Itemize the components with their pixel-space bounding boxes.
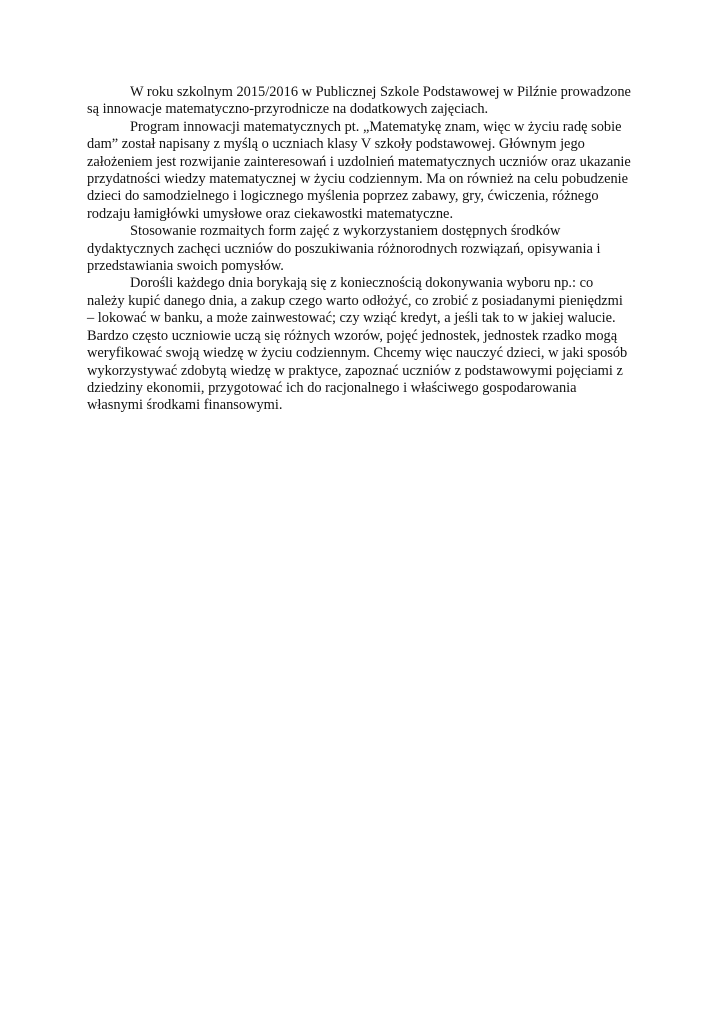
paragraph-3-line-3: przedstawiania swoich pomysłów. [87, 258, 284, 275]
paragraph-4-line-5: weryfikować swoją wiedzę w życiu codziennym. Chcemy więc nauczyć dzieci, w jaki sposób [87, 345, 628, 362]
paragraph-4-line-2: należy kupić danego dnia, a zakup czego warto odłożyć, co zrobić z posiadanymi pieniędzmi [87, 292, 623, 309]
paragraph-1-line-1: W roku szkolnym 2015/2016 w Publicznej Szkole Podstawowej w Pilźnie prowadzone [130, 84, 631, 100]
paragraph-2-line-3: założeniem jest rozwijanie zainteresowań i uzdolnień matematycznych uczniów oraz ukazanie [87, 153, 631, 170]
paragraph-2-line-2: dam” został napisany z myślą o uczniach klasy V szkoły podstawowej. Głównym jego [87, 136, 585, 153]
paragraph-3-line-1: Stosowanie rozmaitych form zajęć z wykorzystaniem dostępnych środków [130, 223, 561, 240]
document-body [87, 84, 640, 415]
paragraph-4-line-7: dziedziny ekonomii, przygotować ich do racjonalnego i właściwego gospodarowania [87, 379, 577, 396]
paragraph-2-line-6: rodzaju łamigłówki umysłowe oraz ciekawostki matematyczne. [87, 205, 454, 222]
paragraph-4-line-1: Dorośli każdego dnia borykają się z koniecznością dokonywania wyboru np.: co [130, 275, 594, 292]
paragraph-3-line-2: dydaktycznych zachęci uczniów do poszukiwania różnorodnych rozwiązań, opisywania i [87, 240, 601, 257]
paragraph-2-line-1: Program innowacji matematycznych pt. „Matematykę znam, więc w życiu radę sobie [130, 118, 622, 135]
paragraph-4-line-6: wykorzystywać zdobytą wiedzę w praktyce, zapoznać uczniów z podstawowymi pojęciami z [87, 362, 623, 379]
paragraph-2-line-5: dzieci do samodzielnego i logicznego myślenia poprzez zabawy, gry, ćwiczenia, różnego [87, 188, 599, 205]
paragraph-1-line-2: są innowacje matematyczno-przyrodnicze na dodatkowych zajęciach. [87, 101, 489, 118]
paragraph-4-line-3: – lokować w banku, a może zainwestować; czy wziąć kredyt, a jeśli tak to w jakiej walucie. [87, 310, 616, 327]
paragraph-2-line-4: przydatności wiedzy matematycznej w życiu codziennym. Ma on również na celu pobudzenie [87, 171, 629, 188]
paragraph-4-line-8: własnymi środkami finansowymi. [87, 397, 283, 414]
paragraph-4-line-4: Bardzo często uczniowie uczą się różnych wzorów, pojęć jednostek, jednostek rzadko mogą [87, 327, 618, 344]
